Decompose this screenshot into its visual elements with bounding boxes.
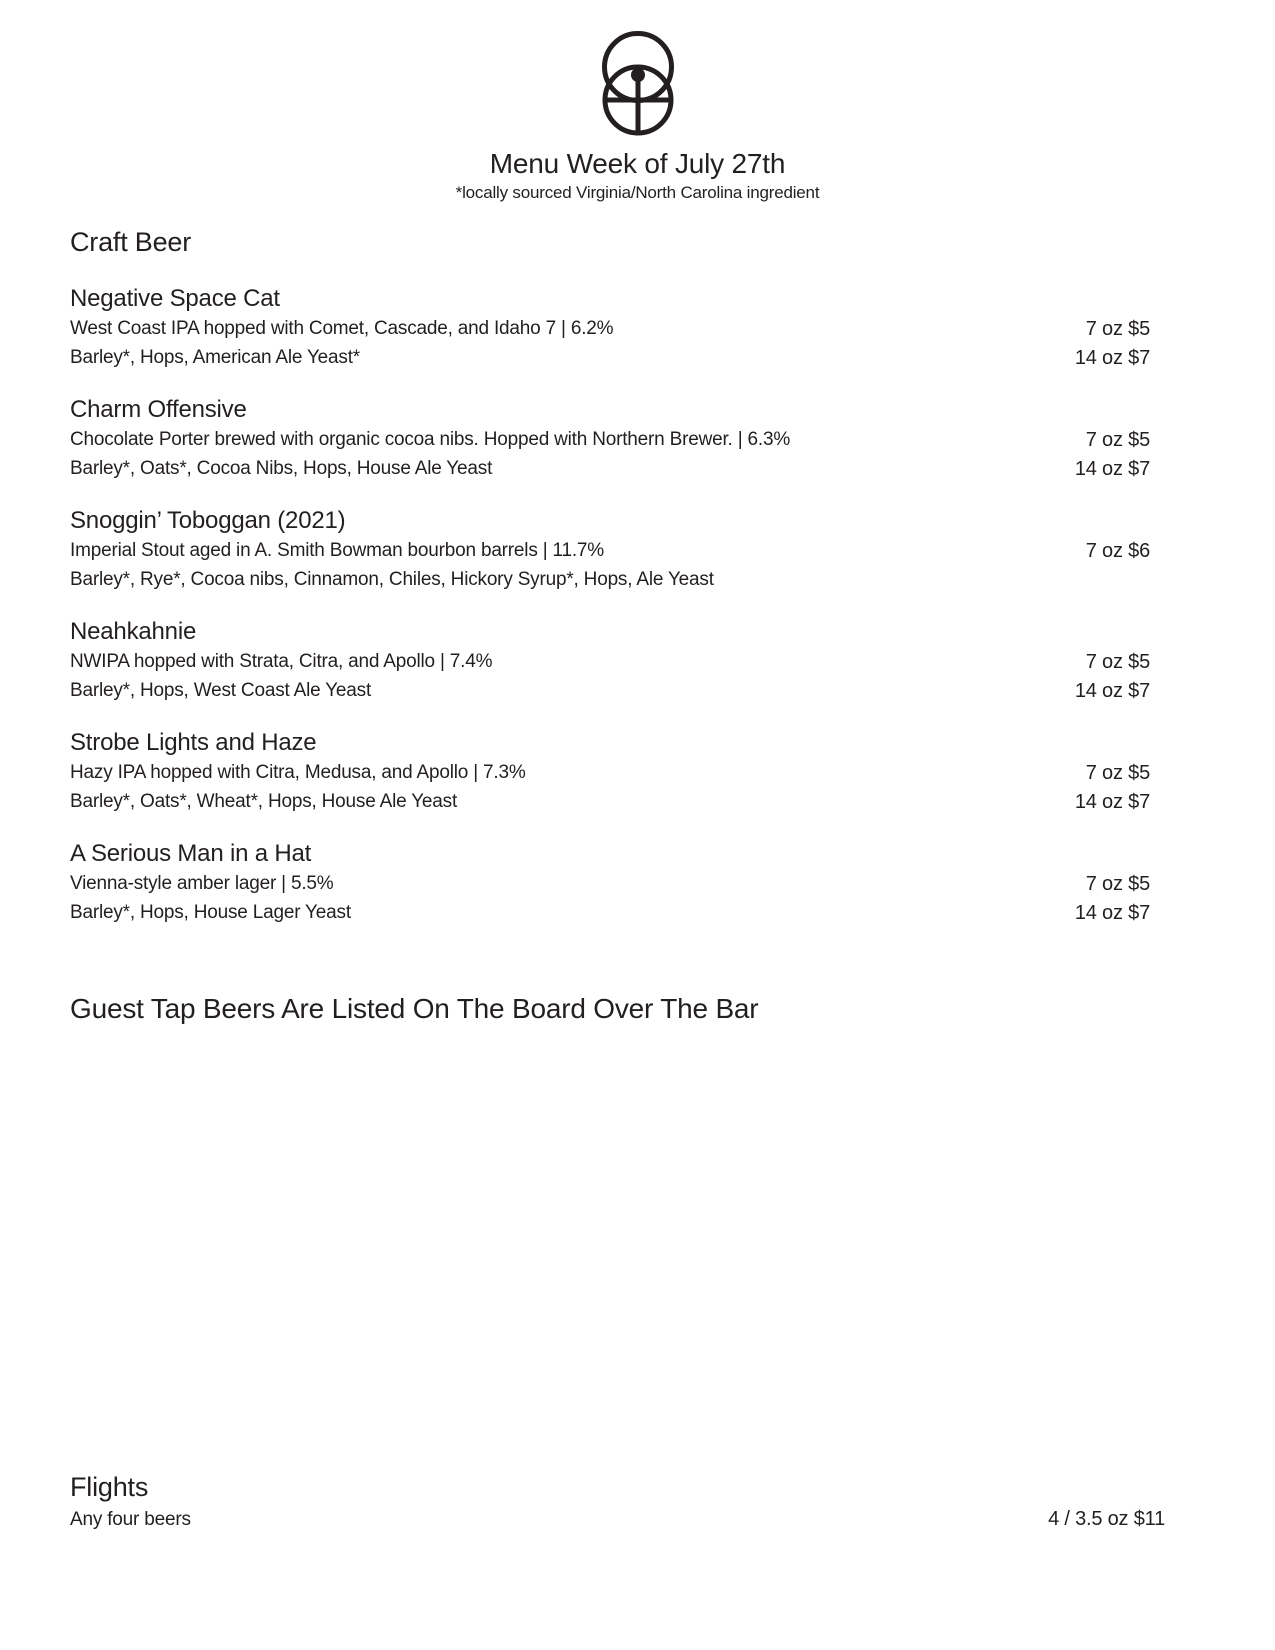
section-heading-craft-beer: Craft Beer <box>70 227 192 257</box>
beer-price-large: 14 oz $7 <box>1074 901 1150 924</box>
beer-entry <box>70 394 1150 483</box>
beer-price-large: 14 oz $7 <box>1074 457 1150 480</box>
beer-description: NWIPA hopped with Strata, Citra, and Apollo | 7.4% <box>70 651 493 672</box>
beer-ingredients: Barley*, Rye*, Cocoa nibs, Cinnamon, Chiles, Hickory Syrup*, Hops, Ale Yeast <box>70 568 714 590</box>
beer-text <box>70 283 613 372</box>
beer-name: Negative Space Cat <box>70 285 280 312</box>
beer-prices <box>1086 505 1150 566</box>
beer-ingredients: Barley*, Hops, West Coast Ale Yeast <box>70 679 372 701</box>
beer-entry <box>70 727 1150 816</box>
menu-title: Menu Week of July 27th <box>489 148 786 179</box>
beer-name: Snoggin’ Toboggan (2021) <box>70 507 346 534</box>
beer-name: A Serious Man in a Hat <box>70 840 312 867</box>
beer-name: Strobe Lights and Haze <box>70 729 317 756</box>
beer-text <box>70 727 526 816</box>
beer-price-large: 14 oz $7 <box>1074 346 1150 369</box>
beer-text <box>70 505 714 594</box>
menu-subtitle: *locally sourced Virginia/North Carolina ingredient <box>455 183 820 202</box>
beer-entry <box>70 838 1150 927</box>
section-heading-flights: Flights <box>70 1472 149 1502</box>
flights-price: 4 / 3.5 oz $11 <box>1048 1508 1165 1530</box>
beer-list <box>70 283 1150 927</box>
beer-description: Imperial Stout aged in A. Smith Bowman bourbon barrels | 11.7% <box>70 540 604 561</box>
beer-price-small: 7 oz $5 <box>1085 429 1150 451</box>
beer-entry <box>70 616 1150 705</box>
beer-price-small: 7 oz $6 <box>1085 540 1150 562</box>
beer-price-large: 14 oz $7 <box>1074 790 1150 813</box>
beer-description: West Coast IPA hopped with Comet, Cascade, and Idaho 7 | 6.2% <box>70 318 614 339</box>
beer-text <box>70 394 790 483</box>
beer-prices <box>1075 616 1150 705</box>
flights-description: Any four beers <box>70 1509 191 1530</box>
beer-ingredients: Barley*, Oats*, Cocoa Nibs, Hops, House Ale Yeast <box>70 457 493 479</box>
beer-prices <box>1075 283 1150 372</box>
beer-text <box>70 838 351 927</box>
beer-description: Chocolate Porter brewed with organic cocoa nibs. Hopped with Northern Brewer. | 6.3% <box>70 429 791 450</box>
beer-ingredients: Barley*, Hops, American Ale Yeast* <box>70 346 360 368</box>
beer-price-small: 7 oz $5 <box>1085 762 1150 784</box>
beer-name: Charm Offensive <box>70 396 247 423</box>
beer-price-small: 7 oz $5 <box>1085 873 1150 895</box>
menu-header <box>0 0 1275 203</box>
beer-prices <box>1075 838 1150 927</box>
guest-tap-notice: Guest Tap Beers Are Listed On The Board Over The Bar <box>70 993 759 1024</box>
beer-price-small: 7 oz $5 <box>1085 651 1150 673</box>
brewery-logo-icon <box>598 30 678 136</box>
beer-price-large: 14 oz $7 <box>1074 679 1150 702</box>
flights-row <box>70 1508 1165 1531</box>
beer-text <box>70 616 492 705</box>
beer-ingredients: Barley*, Oats*, Wheat*, Hops, House Ale Yeast <box>70 790 458 812</box>
logo-eye-pupil <box>631 68 645 82</box>
beer-ingredients: Barley*, Hops, House Lager Yeast <box>70 901 351 923</box>
beer-price-small: 7 oz $5 <box>1085 318 1150 340</box>
beer-description: Hazy IPA hopped with Citra, Medusa, and Apollo | 7.3% <box>70 762 526 783</box>
beer-entry <box>70 283 1150 372</box>
flights-section <box>0 1472 1275 1531</box>
beer-prices <box>1075 394 1150 483</box>
beer-entry <box>70 505 1150 594</box>
beer-name: Neahkahnie <box>70 618 197 645</box>
beer-description: Vienna-style amber lager | 5.5% <box>70 873 334 894</box>
beer-prices <box>1075 727 1150 816</box>
